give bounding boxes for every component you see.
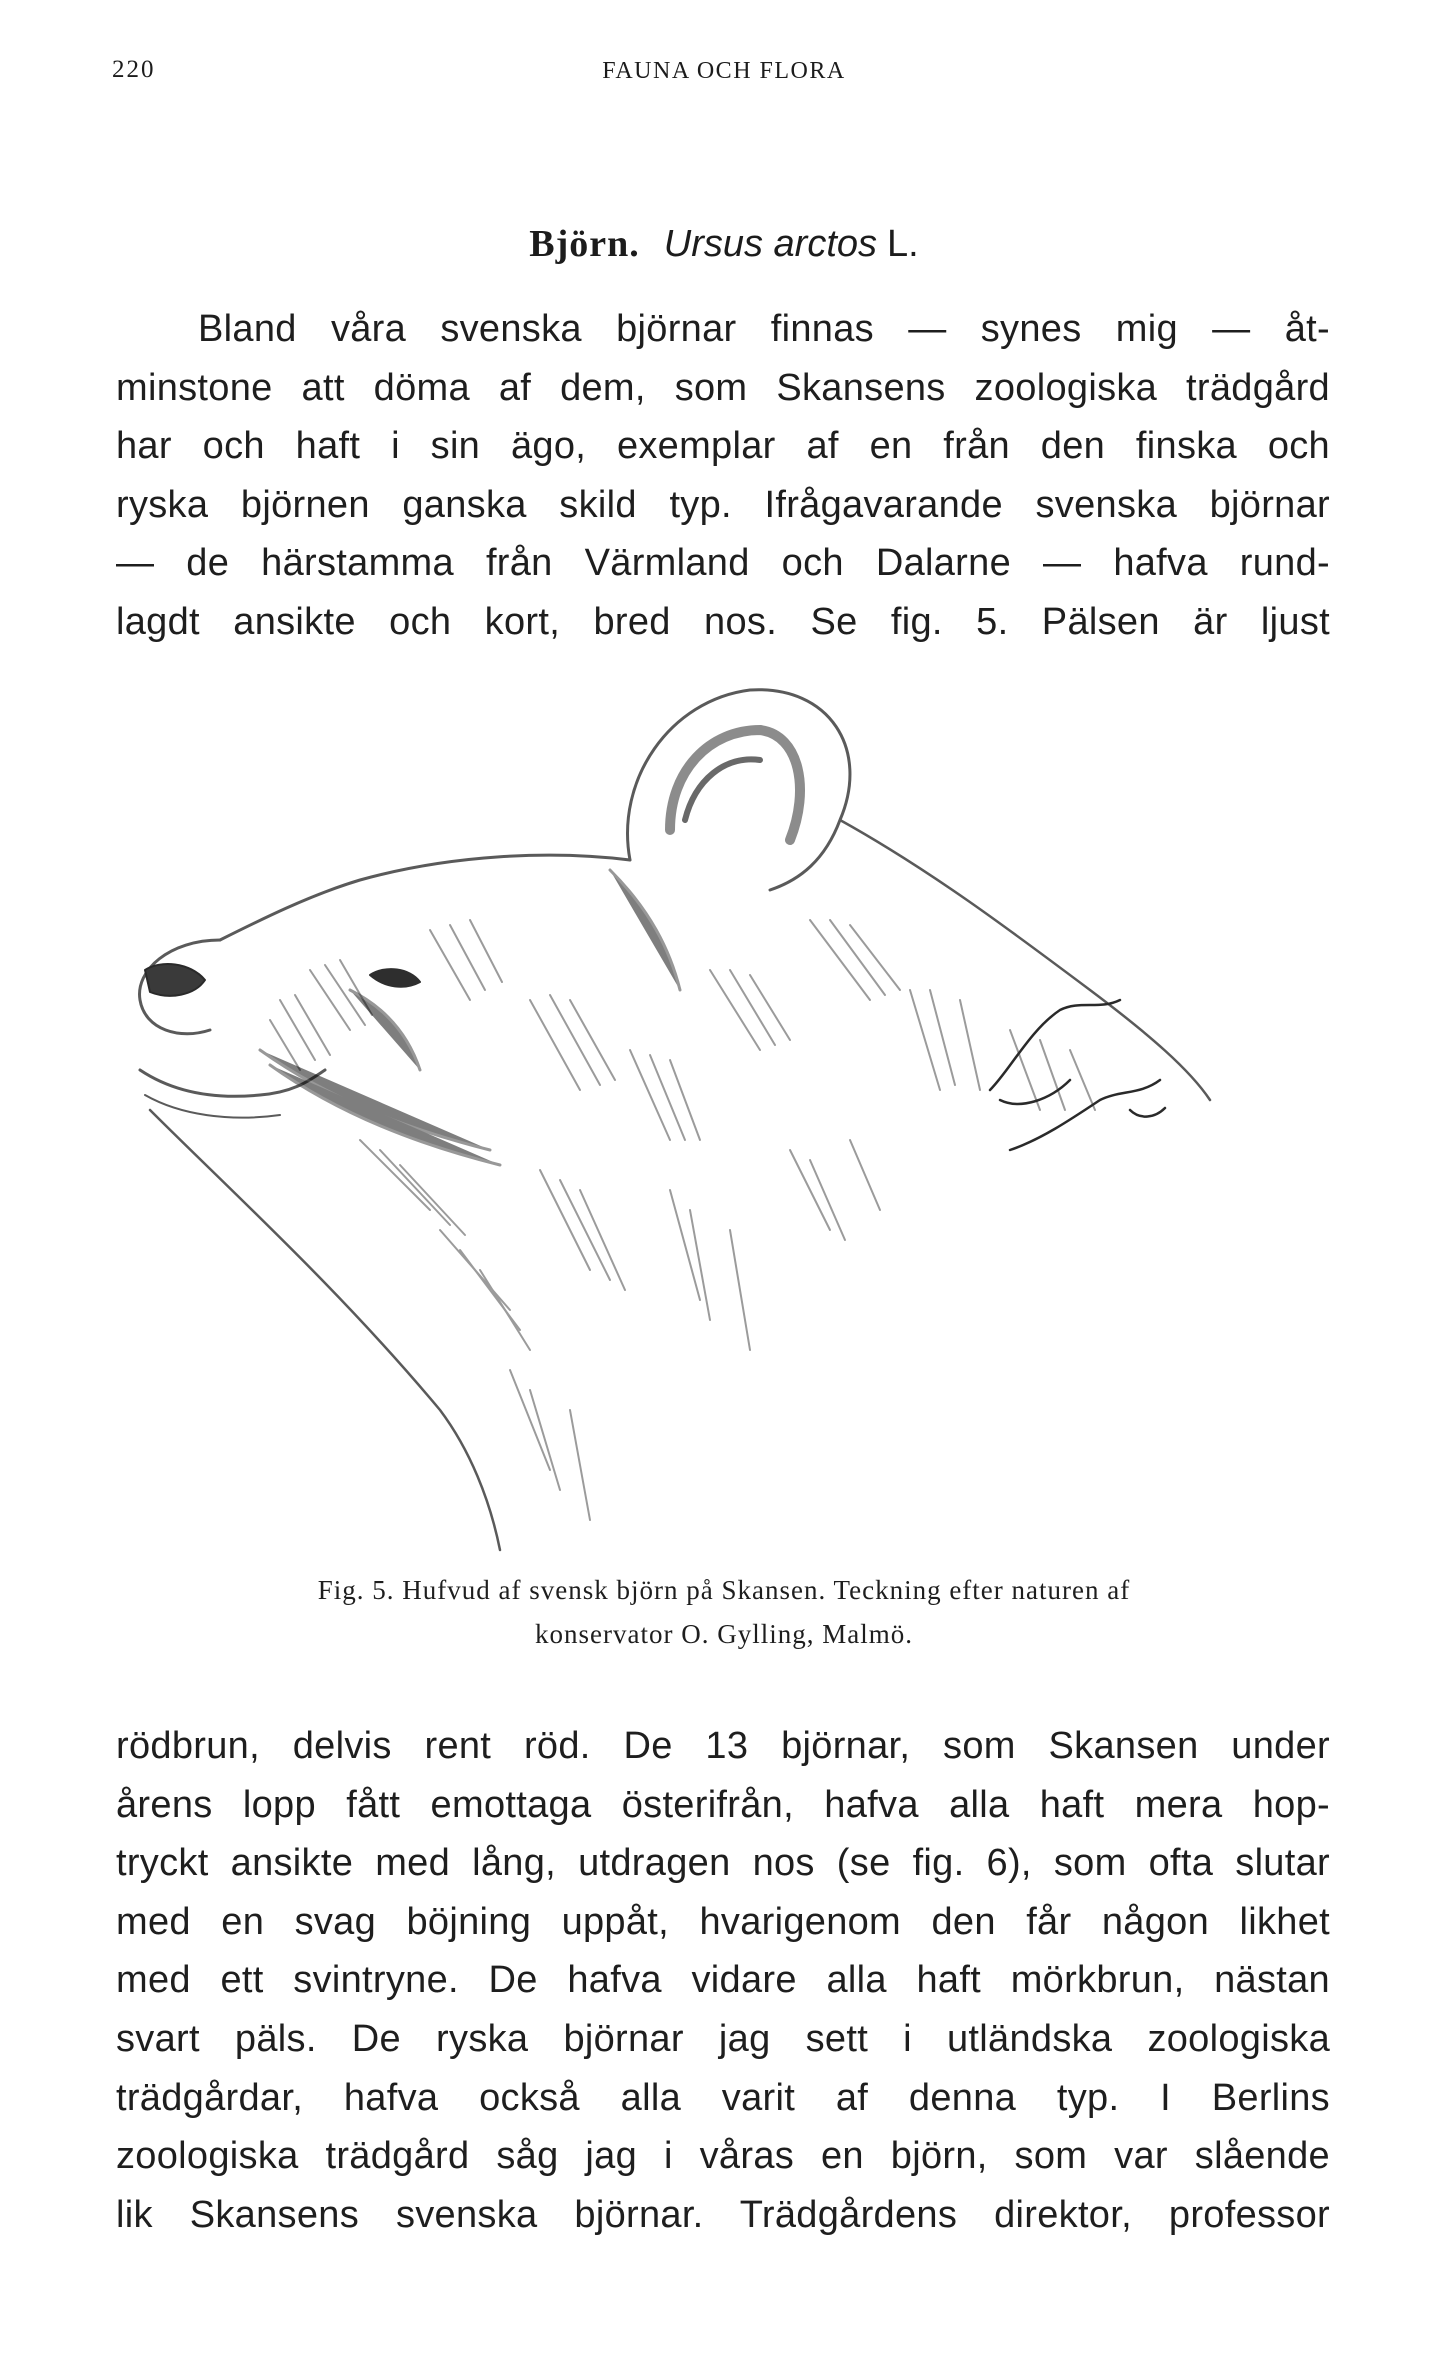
caption-line: Fig. 5. Hufvud af svensk björn på Skansen. Teckning efter naturen af <box>317 1575 1131 1605</box>
page-number: 220 <box>112 56 156 83</box>
text-line: zoologiska trädgård såg jag i våras en björn, som var slående <box>116 2135 1330 2178</box>
paragraph-2 <box>116 1717 1330 2244</box>
bear-eye <box>370 969 420 987</box>
text-line: med en svag böjning uppåt, hvarigenom den får någon likhet <box>116 1900 1330 1943</box>
text-line: minstone att döma af dem, som Skansens zoologiska trädgård <box>116 366 1330 409</box>
heading-name: Björn. <box>529 223 640 265</box>
text-line: har och haft i sin ägo, exemplar af en från den finska och <box>116 425 1330 468</box>
text-line: — de härstamma från Värmland och Dalarne — hafva rund- <box>116 542 1330 585</box>
text-line: lik Skansens svenska björnar. Trädgårdens direktor, professor <box>116 2193 1330 2236</box>
text-line: svart päls. De ryska björnar jag sett i utländska zoologiska <box>116 2017 1330 2060</box>
heading-latin-name: Ursus arctos <box>663 223 878 265</box>
text-line: lagdt ansikte och kort, bred nos. Se fig. 5. Pälsen är ljust <box>116 600 1330 643</box>
text-line: ryska björnen ganska skild typ. Ifrågavarande svenska björnar <box>116 483 1330 526</box>
bear-head-illustration <box>110 670 1310 1560</box>
bear-back <box>840 820 1210 1100</box>
section-heading <box>0 222 1448 266</box>
bear-forehead <box>220 855 630 940</box>
running-title: FAUNA OCH FLORA <box>602 58 846 84</box>
text-line: Bland våra svenska björnar finnas — synes mig — åt- <box>198 308 1330 350</box>
heading-author: L. <box>887 223 919 265</box>
text-line: rödbrun, delvis rent röd. De 13 björnar, som Skansen under <box>116 1725 1330 1767</box>
text-line: årens lopp fått emottaga österifrån, hafva alla haft mera hop- <box>116 1783 1330 1826</box>
bear-throat <box>150 1110 500 1550</box>
artist-signature <box>990 1000 1165 1150</box>
caption-line: konservator O. Gylling, Malmö. <box>535 1619 913 1649</box>
text-line: med ett svintryne. De hafva vidare alla haft mörkbrun, nästan <box>116 1959 1330 2002</box>
bear-head-sketch <box>110 670 1310 1560</box>
figure-caption <box>160 1568 1288 1656</box>
text-line: tryckt ansikte med lång, utdragen nos (se fig. 6), som ofta slutar <box>116 1842 1330 1885</box>
paragraph-1 <box>116 300 1330 652</box>
bear-ear <box>628 690 850 890</box>
running-head <box>0 56 1448 96</box>
text-line: trädgårdar, hafva också alla varit af denna typ. I Berlins <box>116 2076 1330 2119</box>
